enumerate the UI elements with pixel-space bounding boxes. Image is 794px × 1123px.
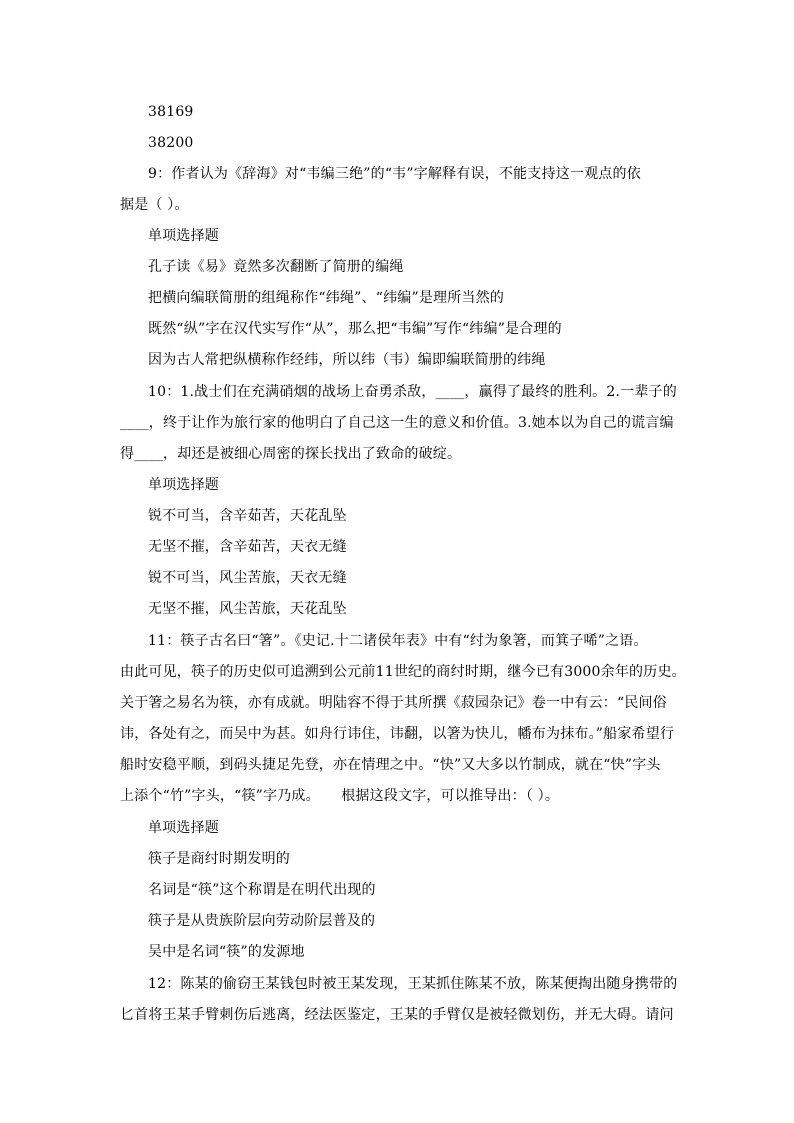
- option-b: 把横向编联简册的组绳称作“纬绳”、“纬编”是理所当然的: [148, 290, 505, 306]
- option-d: 无坚不摧，风尘苦旅，天花乱坠: [148, 601, 347, 617]
- question-9-line-1: 9：作者认为《辞海》对“韦编三绝”的“韦”字解释有误，不能支持这一观点的依: [148, 166, 641, 182]
- question-10-line-3: 得____，却还是被细心周密的探长找出了致命的破绽。: [120, 446, 462, 462]
- question-type-label: 单项选择题: [148, 228, 219, 244]
- question-11-line-3: 关于箸之易名为筷，亦有成就。明陆容不得于其所撰《菽园杂记》卷一中有云：“民间俗: [120, 695, 667, 711]
- question-11-line-6: 上添个“竹”字头，“筷”字乃成。 根据这段文字，可以推导出：（ ）。: [120, 788, 560, 804]
- option-d: 吴中是名词“筷”的发源地: [148, 944, 305, 960]
- question-type-label: 单项选择题: [148, 477, 219, 493]
- option-b: 名词是“筷”这个称谓是在明代出现的: [148, 882, 376, 898]
- question-12-line-2: 匕首将王某手臂刺伤后逃离，经法医鉴定，王某的手臂仅是被轻微划伤，并无大碍。请问: [120, 1007, 674, 1023]
- option-b: 无坚不摧，含辛茹苦，天衣无缝: [148, 539, 347, 555]
- option-a: 孔子读《易》竟然多次翻断了简册的编绳: [148, 259, 404, 275]
- text-line: 38169: [148, 104, 194, 120]
- question-9-line-2: 据是（ ）。: [120, 197, 189, 213]
- option-c: 既然“纵”字在汉代实写作“从”，那么把“韦编”写作“纬编”是合理的: [148, 321, 562, 337]
- question-11-line-1: 11：筷子古名曰“箸”。《史记.十二诸侯年表》中有“纣为象箸，而箕子唏”之语。: [148, 633, 648, 649]
- question-10-line-2: ____，终于让作为旅行家的他明白了自己这一生的意义和价值。3.她本以为自己的谎言编: [120, 415, 674, 431]
- option-c: 锐不可当，风尘苦旅，天衣无缝: [148, 570, 347, 586]
- question-11-line-2: 由此可见，筷子的历史似可追溯到公元前11世纪的商纣时期，继今已有3000余年的历史。: [120, 664, 686, 680]
- question-11-line-4: 讳，各处有之，而吴中为甚。如舟行讳住，讳翻，以箸为快儿，幡布为抹布。”船家希望行: [120, 726, 675, 742]
- question-10-line-1: 10：1.战士们在充满硝烟的战场上奋勇杀敌，____，赢得了最终的胜利。2.一辈子的: [148, 384, 677, 400]
- option-a: 锐不可当，含辛茹苦，天花乱坠: [148, 508, 347, 524]
- question-11-line-5: 船时安稳平顺，到码头捷足先登，亦在情理之中。“快”又大多以竹制成，就在“快”字头: [120, 757, 661, 773]
- option-c: 筷子是从贵族阶层向劳动阶层普及的: [148, 913, 376, 929]
- question-12-line-1: 12：陈某的偷窃王某钱包时被王某发现，王某抓住陈某不放，陈某便掏出随身携带的: [148, 976, 678, 992]
- option-d: 因为古人常把纵横称作经纬，所以纬（韦）编即编联简册的纬绳: [148, 352, 546, 368]
- question-type-label: 单项选择题: [148, 820, 219, 836]
- option-a: 筷子是商纣时期发明的: [148, 851, 290, 867]
- text-line: 38200: [148, 135, 194, 151]
